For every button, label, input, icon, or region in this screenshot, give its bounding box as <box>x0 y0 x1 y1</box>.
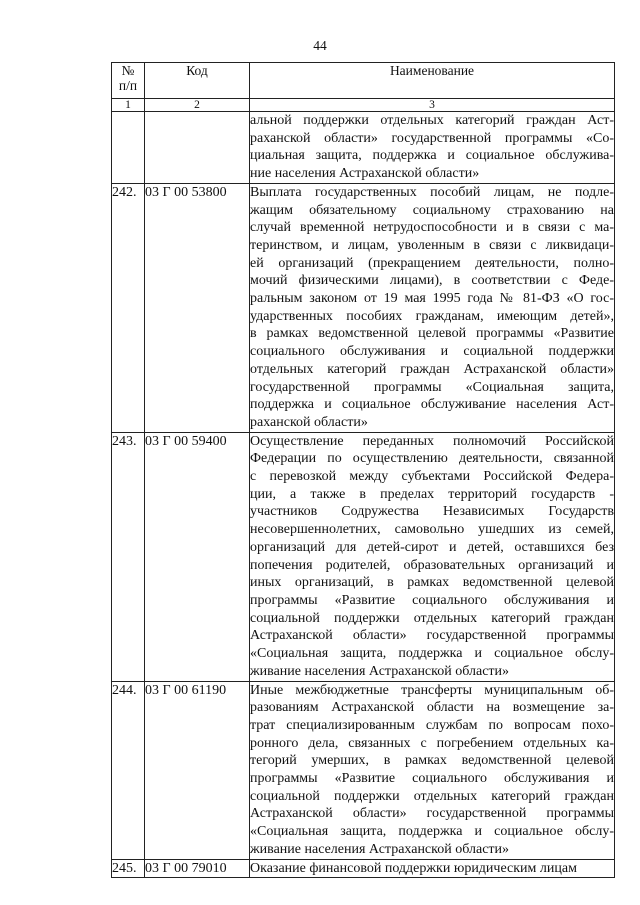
name-text-line: «Социальная защита, поддержка и социальное обслу- <box>250 646 614 662</box>
name-text-line: социального обслуживания и социальной поддержки <box>250 344 614 360</box>
header-number: № п/п <box>112 63 145 99</box>
table-row <box>112 681 615 859</box>
name-text-line: теринством, и лицам, уволенным в связи с ликвидаци- <box>250 237 614 253</box>
column-index-3: 3 <box>250 99 615 112</box>
name-text-line: разованиям Астраханской области на возмещение за- <box>250 700 614 716</box>
header-code: Код <box>145 63 250 99</box>
name-text-line: ральным законом от 19 мая 1995 года № 81-ФЗ «О гос- <box>250 291 614 307</box>
name-text-line: Осуществление переданных полномочий Российской <box>250 433 614 449</box>
name-text-line: попечения родителей, образовательных организаций и <box>250 557 614 573</box>
row-number: 242. <box>112 183 145 432</box>
row-number: 243. <box>112 432 145 681</box>
row-code: 03 Г 00 61190 <box>145 681 250 859</box>
row-code: 03 Г 00 53800 <box>145 183 250 432</box>
row-code: 03 Г 00 59400 <box>145 432 250 681</box>
name-text-line: отдельных категорий граждан Астраханской области» <box>250 361 614 377</box>
name-text-line: случай временной нетрудоспособности и в связи с ма- <box>250 220 614 236</box>
name-text-line: живание населения Астраханской области» <box>250 841 510 857</box>
table-row <box>112 183 615 432</box>
header-name: Наименование <box>250 63 615 99</box>
table-row <box>112 432 615 681</box>
budget-classification-table <box>111 62 615 878</box>
column-index-row <box>112 99 615 112</box>
name-text-line: государственной программы «Социальная защита, <box>250 379 614 395</box>
row-number: 244. <box>112 681 145 859</box>
name-text-line: программы «Развитие социального обслуживания и <box>250 771 614 787</box>
name-text-line: программы «Развитие социального обслуживания и <box>250 592 614 608</box>
row-name <box>250 859 615 878</box>
row-number <box>112 112 145 184</box>
name-text-line: с перевозкой между субъектами Российской Федера- <box>250 469 614 485</box>
name-text-line: ние населения Астраханской области» <box>250 166 480 182</box>
name-text-line: раханской области» <box>250 414 368 430</box>
name-text-line: живание населения Астраханской области» <box>250 663 510 679</box>
name-text-line: Оказание финансовой поддержки юридическим лицам <box>250 860 577 876</box>
name-text-line: социальной поддержки отдельных категорий граждан <box>250 788 614 804</box>
name-text-line: ей организаций (прекращением деятельности, полно- <box>250 255 614 271</box>
name-text-line: альной поддержки отдельных категорий граждан Аст- <box>250 113 614 128</box>
name-text-line: организаций для детей-сирот и детей, оставшихся без <box>250 539 614 555</box>
name-text-line: Астраханской области» государственной программы <box>250 628 614 644</box>
name-text-line: иных организаций, в рамках ведомственной целевой <box>250 575 614 591</box>
name-text-line: ронного дела, связанных с погребением отдельных ка- <box>250 735 614 751</box>
name-text-line: Астраханской области» государственной программы <box>250 806 614 822</box>
table-row-continuation <box>112 112 615 184</box>
row-number: 245. <box>112 859 145 878</box>
row-name <box>250 432 615 681</box>
name-text-line: жащим обязательному социальному страхованию на <box>250 202 614 218</box>
row-name <box>250 681 615 859</box>
name-text-line: в рамках ведомственной целевой программы «Развитие <box>250 326 614 342</box>
name-text-line: циальная защита, поддержка и социальное обслужива- <box>250 148 614 164</box>
name-text-line: «Социальная защита, поддержка и социальное обслу- <box>250 824 614 840</box>
row-code: 03 Г 00 79010 <box>145 859 250 878</box>
name-text-line: Иные межбюджетные трансферты муниципальным об- <box>250 682 614 698</box>
name-text-line: ции, а также в пределах территорий государств - <box>250 486 614 502</box>
name-text-line: трат специализированным службам по вопросам похо- <box>250 717 614 733</box>
name-text-line: участников Содружества Независимых Государств <box>250 504 614 520</box>
row-code <box>145 112 250 184</box>
table-row <box>112 859 615 878</box>
name-text-line: раханской области» государственной программы «Со- <box>250 130 614 146</box>
name-text-line: поддержка и социальное обслуживание населения Аст- <box>250 397 614 413</box>
name-text-line: мочий физическими лицами), в соответствии с Феде- <box>250 273 614 289</box>
name-text-line: социальной поддержки отдельных категорий граждан <box>250 610 614 626</box>
name-text-line: несовершеннолетних, самовольно ушедших из семей, <box>250 522 614 538</box>
column-index-2: 2 <box>145 99 250 112</box>
name-text-line: тегорий умерших, в рамках ведомственной целевой <box>250 753 614 769</box>
name-text-line: Федерации по осуществлению деятельности, связанной <box>250 451 614 467</box>
column-index-1: 1 <box>112 99 145 112</box>
row-name <box>250 112 615 184</box>
table-header-row <box>112 63 615 99</box>
page-number: 44 <box>313 38 327 53</box>
name-text-line: Выплата государственных пособий лицам, не подле- <box>250 184 614 200</box>
row-name <box>250 183 615 432</box>
name-text-line: ударственных пособиях гражданам, имеющим детей», <box>250 308 614 324</box>
